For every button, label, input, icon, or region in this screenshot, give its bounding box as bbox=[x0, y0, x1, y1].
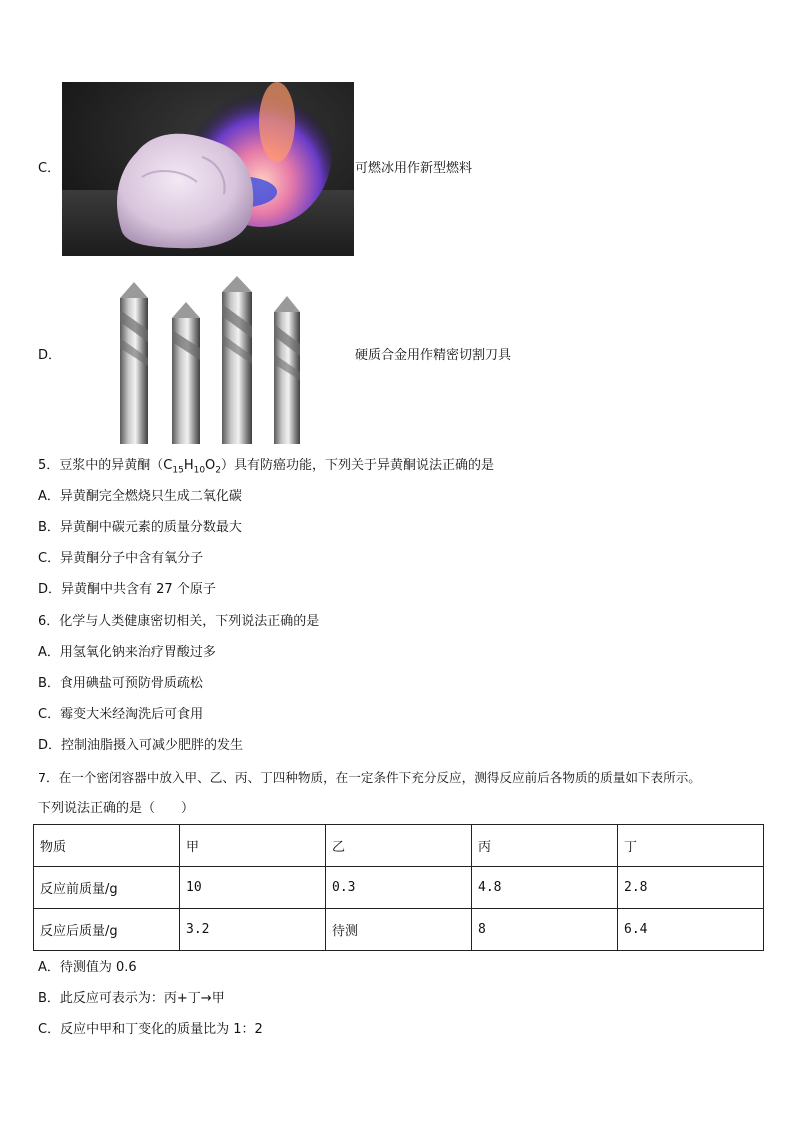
q6-option-d: D．控制油脂摄入可减少肥胖的发生 bbox=[38, 738, 244, 753]
drill-bit-4 bbox=[274, 296, 300, 444]
drill-bits-image bbox=[64, 268, 354, 444]
table-cell: 2.8 bbox=[618, 867, 764, 909]
q5-formula: $C_{15}H_{10}O_2$ bbox=[163, 458, 222, 476]
table-cell: 6.4 bbox=[618, 909, 764, 951]
q6-stem: 6．化学与人类健康密切相关，下列说法正确的是 bbox=[38, 614, 320, 629]
table-cell: 反应前质量/g bbox=[34, 867, 180, 909]
q5-stem-suffix: ）具有防癌功能，下列关于异黄酮说法正确的是 bbox=[221, 458, 495, 473]
q7-option-b: B．此反应可表示为：丙+丁→甲 bbox=[38, 991, 225, 1006]
table-cell: 丙 bbox=[472, 825, 618, 867]
table-cell: 8 bbox=[472, 909, 618, 951]
table-cell: 乙 bbox=[326, 825, 472, 867]
q5-option-c: C．异黄酮分子中含有氧分子 bbox=[38, 551, 204, 566]
table-cell: 甲 bbox=[180, 825, 326, 867]
q5-option-b: B．异黄酮中碳元素的质量分数最大 bbox=[38, 520, 242, 535]
option-d-caption: 硬质合金用作精密切割刀具 bbox=[355, 348, 512, 363]
drill-bit-3 bbox=[222, 276, 252, 444]
table-header-row bbox=[34, 825, 764, 867]
drill-bit-1 bbox=[120, 282, 148, 444]
q6-option-a: A．用氢氧化钠来治疗胃酸过多 bbox=[38, 645, 216, 660]
drill-bit-2 bbox=[172, 302, 200, 444]
q5-stem bbox=[38, 457, 494, 480]
q7-stem-line2: 下列说法正确的是（ ） bbox=[38, 801, 195, 816]
q7-option-a: A．待测值为 0.6 bbox=[38, 960, 137, 975]
table-cell: 3.2 bbox=[180, 909, 326, 951]
q7-option-c: C．反应中甲和丁变化的质量比为 1：2 bbox=[38, 1022, 263, 1037]
table-cell: 丁 bbox=[618, 825, 764, 867]
table-cell: 物质 bbox=[34, 825, 180, 867]
q5-stem-prefix: 5．豆浆中的异黄酮（ bbox=[38, 458, 164, 473]
combustible-ice-image bbox=[62, 82, 354, 256]
q6-option-c: C．霉变大米经淘洗后可食用 bbox=[38, 707, 204, 722]
drill-bits-photo bbox=[64, 268, 354, 444]
option-c-caption: 可燃冰用作新型燃料 bbox=[355, 161, 473, 176]
combustible-ice-photo bbox=[62, 82, 354, 256]
option-c-letter: C． bbox=[38, 161, 61, 176]
table-cell: 0.3 bbox=[326, 867, 472, 909]
table-cell: 10 bbox=[180, 867, 326, 909]
table-row bbox=[34, 867, 764, 909]
table-cell: 反应后质量/g bbox=[34, 909, 180, 951]
table-cell: 待测 bbox=[326, 909, 472, 951]
q7-stem-line1: 7．在一个密闭容器中放入甲、乙、丙、丁四种物质，在一定条件下充分反应，测得反应前后各物质的质量如下表所示。 bbox=[38, 770, 701, 785]
option-d-letter: D． bbox=[38, 348, 62, 363]
mass-table bbox=[33, 824, 764, 951]
table-cell: 4.8 bbox=[472, 867, 618, 909]
q5-option-a: A．异黄酮完全燃烧只生成二氧化碳 bbox=[38, 489, 242, 504]
q5-option-d: D．异黄酮中共含有 27 个原子 bbox=[38, 582, 216, 597]
q6-option-b: B．食用碘盐可预防骨质疏松 bbox=[38, 676, 203, 691]
table-row bbox=[34, 909, 764, 951]
